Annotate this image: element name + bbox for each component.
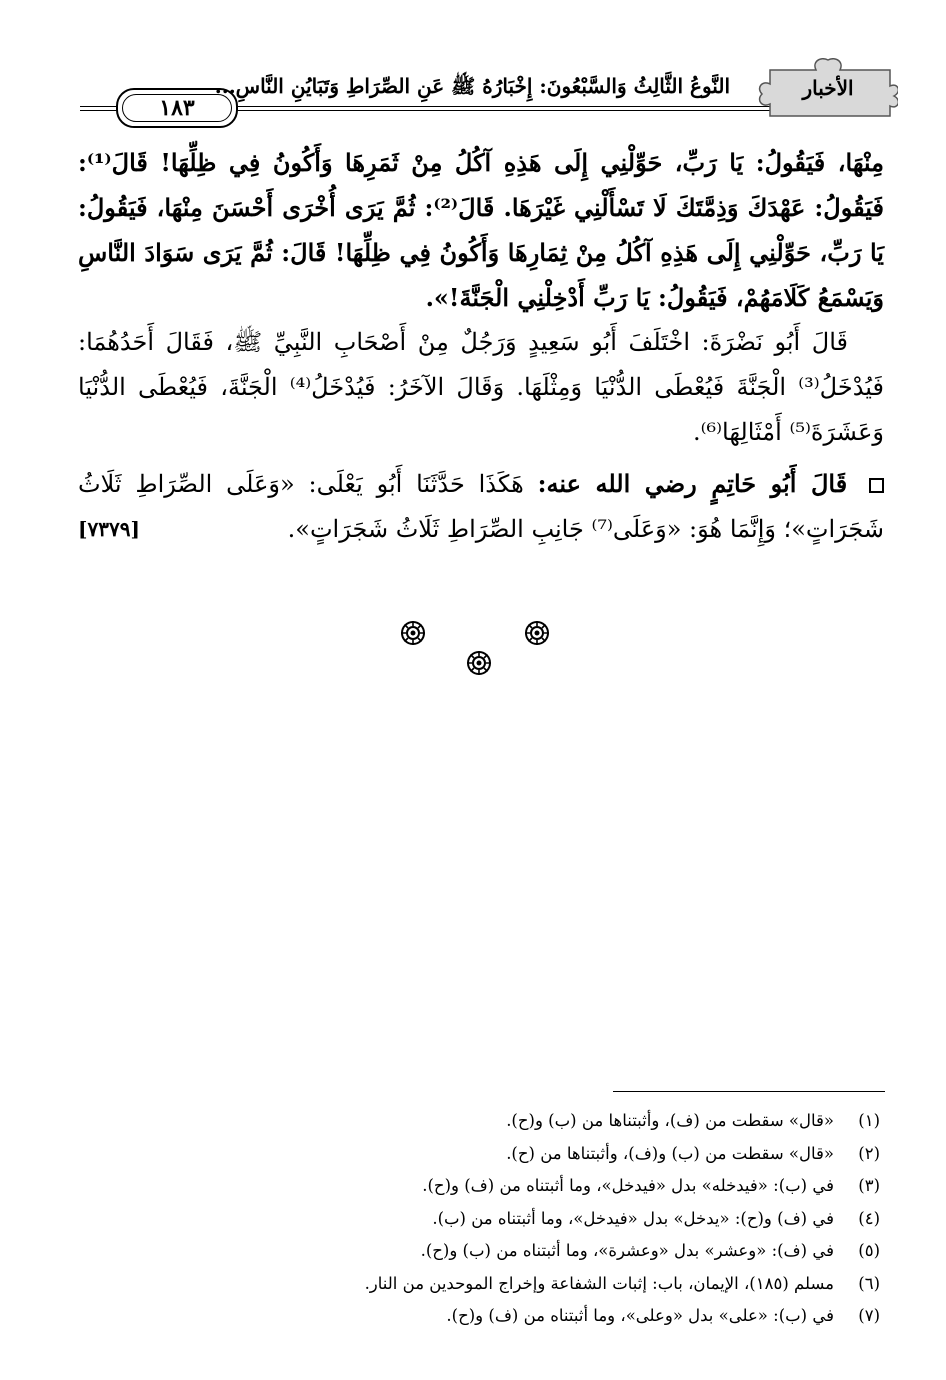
- section-tab-label: الأخبار: [802, 76, 854, 100]
- footnote-number: (٦): [858, 1273, 880, 1293]
- footnote-text: «قال» سقطت من (ب) و(ف)، وأثبتناها من (ح).: [506, 1143, 834, 1163]
- hadith-paragraph: مِنْهَا، فَيَقُولُ: يَا رَبِّ، حَوِّلْنِي إِلَى هَذِهِ آكُلُ مِنْ ثَمَرِهَا وَأَكُونُ فِي ظِلِّهَا! قَالَ⁽¹⁾: فَيَقُولُ: عَهْدَكَ وَذِمَّتَكَ لَا تَسْأَلْنِي غَيْرَهَا. قَالَ⁽²⁾: ثُمَّ يَرَى أُخْرَى أَحْسَنَ مِنْهَا، فَيَقُولُ: يَا رَبِّ، حَوِّلْنِي إِلَى هَذِهِ آكُلُ مِنْ ثِمَارِهَا وَأَكُونُ فِي ظِلِّهَا! قَالَ: ثُمَّ يَرَى سَوَادَ النَّاسِ وَيَسْمَعُ كَلَامَهُمْ، فَيَقُولُ: يَا رَبِّ أَدْخِلْنِي الْجَنَّةَ!».: [78, 148, 884, 312]
- footnote-number: (٢): [858, 1143, 880, 1163]
- flower-ornament-icon: [524, 620, 550, 646]
- section-tab: [756, 58, 898, 120]
- footnote-number: (٤): [858, 1208, 880, 1228]
- footnote: [200, 1170, 880, 1203]
- footnote-number: (١): [858, 1111, 880, 1130]
- footnote-text: في (ف) و(ح): «يدخل» بدل «فيدخل»، وما أثبتناه من (ب).: [432, 1208, 834, 1228]
- note-lead: قَالَ أَبُو حَاتِمٍ رضي الله عنه:: [537, 469, 848, 498]
- footnote-number: (٥): [858, 1241, 880, 1260]
- page-number: ١٨٣: [116, 88, 238, 128]
- footnote-number: (٧): [858, 1306, 880, 1325]
- footnote-text: في (ب): «فيدخله» بدل «فيدخل»، وما أثبتناه من (ف) و(ح).: [422, 1176, 834, 1195]
- footnote-separator: [613, 1091, 885, 1092]
- flower-ornament-icon: [400, 620, 426, 646]
- page-header: [80, 60, 880, 122]
- section-ornaments: [400, 620, 560, 680]
- flower-ornament-icon: [466, 650, 492, 676]
- note-text: هَكَذَا حَدَّثَنَا أَبُو يَعْلَى: «وَعَلَى الصِّرَاطِ ثَلَاثُ شَجَرَاتٍ»؛ وَإِنَّمَا هُوَ: «وَعَلَى⁽⁷⁾ جَانِبِ الصِّرَاطِ ثَلَاثُ شَجَرَاتٍ».: [78, 470, 884, 543]
- footnote: [200, 1300, 880, 1333]
- footnote: [200, 1268, 880, 1301]
- hadith-number: [٧٣٧٩]: [78, 517, 140, 541]
- footnote: [200, 1203, 880, 1236]
- footnote-text: مسلم (١٨٥)، الإيمان، باب: إثبات الشفاعة وإخراج الموحدين من النار.: [364, 1273, 834, 1293]
- footnote: [200, 1235, 880, 1268]
- footnote-text: «قال» سقطت من (ف)، وأثبتناها من (ب) و(ح).: [506, 1111, 834, 1130]
- footnote: [200, 1138, 880, 1171]
- footnote: [200, 1105, 880, 1138]
- running-title: النَّوعُ الثَّالِثُ وَالسَّبْعُونَ: إِخْبَارُهُ ﷺ عَنِ الصِّرَاطِ وَتَبَايُنِ النَّاسِ...: [214, 74, 730, 98]
- footnote-number: (٣): [858, 1176, 880, 1195]
- footnotes: [200, 1105, 880, 1333]
- main-text: [78, 140, 884, 552]
- footnote-text: في (ف): «وعشر» بدل «وعشرة»، وما أثبتناه من (ب) و(ح).: [420, 1241, 834, 1260]
- square-bullet-icon: [869, 478, 884, 493]
- footnote-text: في (ب): «على» بدل «وعلى»، وما أثبتناه من (ف) و(ح).: [446, 1306, 834, 1325]
- editor-note: [78, 461, 884, 552]
- narration-paragraph: قَالَ أَبُو نَضْرَةَ: اخْتَلَفَ أَبُو سَعِيدٍ وَرَجُلٌ مِنْ أَصْحَابِ النَّبِيِّ ﷺ، فَقَالَ أَحَدُهُمَا: فَيُدْخَلُ⁽³⁾ الْجَنَّةَ فَيُعْطَى الدُّنْيَا وَمِثْلَهَا. وَقَالَ الآخَرُ: فَيُدْخَلُ⁽⁴⁾ الْجَنَّةَ، فَيُعْطَى الدُّنْيَا وَعَشَرَةَ⁽⁵⁾ أَمْثَالِهَا⁽⁶⁾.: [78, 328, 884, 446]
